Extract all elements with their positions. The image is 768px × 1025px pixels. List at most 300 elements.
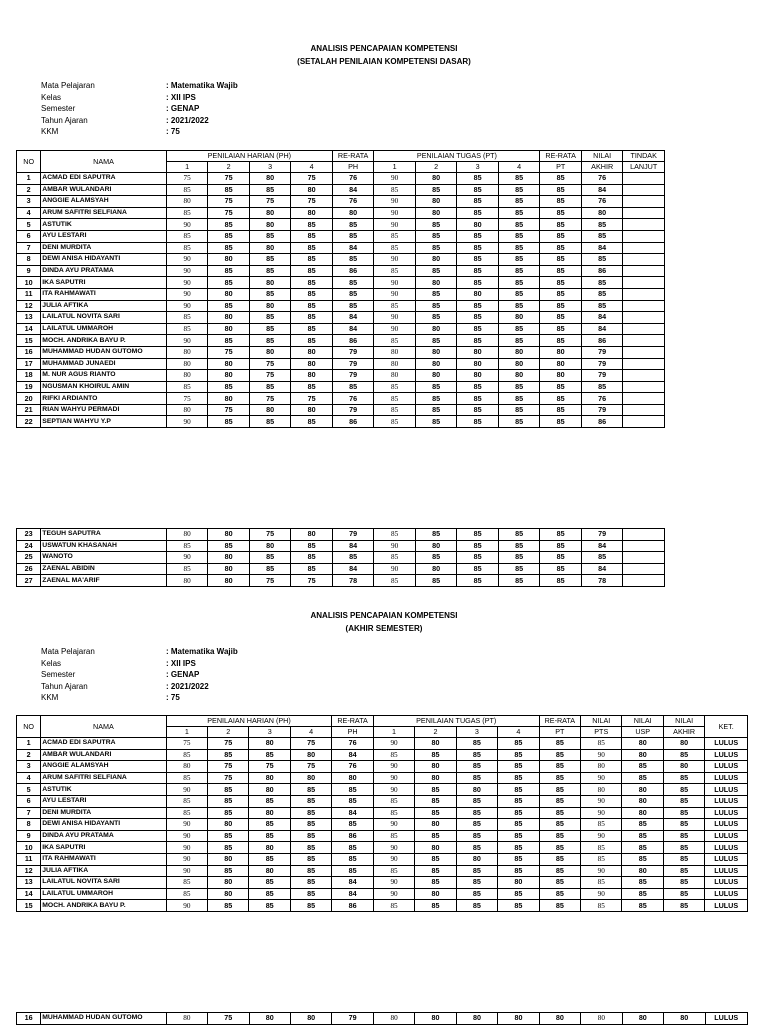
cell-value: 86: [581, 416, 623, 428]
cell-value: 85: [498, 300, 540, 312]
cell-nama: DINDA AYU PRATAMA: [41, 830, 166, 842]
cell-no: 8: [17, 819, 41, 831]
meta-value: : XII IPS: [166, 658, 196, 668]
cell-nama: SEPTIAN WAHYU Y.P: [41, 416, 167, 428]
cell-no: 4: [17, 772, 41, 784]
cell-no: 9: [17, 830, 41, 842]
meta-label: KKM: [41, 127, 59, 136]
cell-value: 85: [291, 381, 333, 393]
cell-nama: IKA SAPUTRI: [41, 842, 166, 854]
cell-value: 85: [540, 277, 582, 289]
cell-value: 90: [166, 416, 208, 428]
cell-value: 80: [249, 300, 291, 312]
table-row: [17, 749, 748, 761]
table-row: [17, 830, 748, 842]
table-row: [17, 207, 665, 219]
cell-value: 90: [581, 772, 622, 784]
cell-value: 85: [456, 842, 497, 854]
table-row: [17, 265, 665, 277]
cell-value: 85: [415, 416, 457, 428]
cell-nama: MUHAMMAD JUNAEDI: [41, 358, 167, 370]
cell-value: 85: [374, 265, 416, 277]
cell-value: 85: [249, 830, 290, 842]
cell-value: 85: [540, 381, 582, 393]
cell-value: 85: [498, 196, 540, 208]
cell-value: 85: [166, 381, 208, 393]
cell-value: 85: [498, 842, 539, 854]
cell-value: 85: [290, 888, 331, 900]
col-rerata-pt-header: RE-RATA: [540, 151, 582, 162]
cell-value: 85: [581, 552, 623, 564]
cell-value: 85: [249, 230, 291, 242]
meta-label: Mata Pelajaran: [41, 647, 95, 656]
cell-value: 85: [498, 230, 540, 242]
col-nilai-akhir-header: NILAI: [581, 151, 623, 162]
cell-value: 90: [166, 277, 208, 289]
ph-sub-3: 3: [249, 162, 291, 173]
cell-value: 85: [415, 219, 457, 231]
cell-value: 80: [249, 772, 290, 784]
cell-value: 85: [540, 552, 582, 564]
cell-value: 85: [290, 830, 331, 842]
col-ph-header: PENILAIAN HARIAN (PH): [166, 716, 332, 727]
cell-value: 85: [415, 575, 457, 587]
cell-value: 85: [208, 335, 250, 347]
cell-value: 85: [540, 529, 582, 541]
cell-value: 85: [166, 312, 208, 324]
cell-value: 85: [249, 265, 291, 277]
cell-nama: ANGGIE ALAMSYAH: [41, 196, 167, 208]
cell-nama: AYU LESTARI: [41, 795, 166, 807]
cell-value: 80: [415, 1013, 456, 1025]
cell-value: 85: [498, 761, 539, 773]
cell-value: 85: [498, 540, 540, 552]
cell-value: 90: [166, 865, 207, 877]
cell-value: 80: [374, 370, 416, 382]
cell-value: 85: [332, 288, 374, 300]
cell-no: 3: [17, 196, 41, 208]
meta-label: Kelas: [41, 92, 62, 102]
cell-value: 85: [208, 300, 250, 312]
cell-value: 80: [457, 346, 499, 358]
cell-value: 85: [540, 242, 582, 254]
table-row: [17, 853, 748, 865]
table-row: [17, 254, 665, 266]
cell-nama: LAILATUL NOVITA SARI: [41, 877, 166, 889]
cell-value: 85: [622, 900, 663, 912]
cell-value: 80: [249, 219, 291, 231]
cell-value: 84: [581, 242, 623, 254]
cell-value: 75: [291, 173, 333, 185]
cell-value: 85: [539, 749, 580, 761]
cell-value: 85: [539, 784, 580, 796]
cell-value: 85: [208, 277, 250, 289]
table-row: [17, 173, 665, 185]
cell-value: 85: [581, 277, 623, 289]
cell-value: 80: [166, 358, 208, 370]
cell-nama: ACMAD EDI SAPUTRA: [41, 173, 167, 185]
cell-value: 80: [208, 552, 250, 564]
table-row: [17, 219, 665, 231]
cell-tindak-lanjut: [623, 207, 665, 219]
cell-value: 80: [498, 358, 540, 370]
cell-value: 90: [374, 173, 416, 185]
cell-no: 25: [17, 552, 41, 564]
table-row: [17, 563, 665, 575]
col-rerata-ph-sub: PH: [332, 727, 373, 738]
cell-value: 85: [540, 184, 582, 196]
cell-value: 80: [540, 346, 582, 358]
cell-value: 90: [581, 749, 622, 761]
cell-value: 85: [457, 381, 499, 393]
cell-value: LULUS: [705, 853, 748, 865]
cell-value: 85: [498, 575, 540, 587]
table-row: [17, 575, 665, 587]
cell-value: 85: [539, 900, 580, 912]
cell-value: 85: [498, 807, 539, 819]
cell-value: 85: [249, 552, 291, 564]
cell-nama: ACMAD EDI SAPUTRA: [41, 738, 166, 750]
cell-value: 85: [622, 819, 663, 831]
cell-value: 80: [208, 358, 250, 370]
cell-value: 76: [581, 393, 623, 405]
cell-value: 85: [291, 277, 333, 289]
pt-sub-1: 1: [374, 162, 416, 173]
table-row: [17, 346, 665, 358]
cell-tindak-lanjut: [623, 358, 665, 370]
cell-value: 90: [374, 277, 416, 289]
cell-value: 85: [332, 842, 373, 854]
cell-value: 80: [498, 877, 539, 889]
meta-value: : Matematika Wajib: [166, 647, 238, 656]
cell-value: 80: [415, 772, 456, 784]
cell-value: 80: [249, 173, 291, 185]
cell-value: 85: [249, 888, 290, 900]
cell-value: 85: [539, 877, 580, 889]
cell-value: 90: [373, 738, 414, 750]
cell-value: 85: [374, 416, 416, 428]
cell-no: 23: [17, 529, 41, 541]
cell-value: 84: [581, 563, 623, 575]
cell-value: 80: [498, 346, 540, 358]
col-nama-header: NAMA: [41, 151, 167, 173]
cell-value: 80: [166, 1013, 207, 1025]
cell-value: 85: [539, 795, 580, 807]
cell-value: 85: [332, 552, 374, 564]
cell-no: 24: [17, 540, 41, 552]
cell-nama: RIAN WAHYU PERMADI: [41, 404, 167, 416]
col-tindak-header: TINDAK: [623, 151, 665, 162]
table-row: [17, 416, 665, 428]
cell-value: 85: [332, 795, 373, 807]
cell-no: 13: [17, 877, 41, 889]
cell-value: 90: [166, 265, 208, 277]
cell-value: LULUS: [705, 784, 748, 796]
col-no-header: NO: [17, 716, 41, 738]
cell-value: 80: [415, 173, 457, 185]
cell-value: 80: [663, 761, 704, 773]
cell-value: 80: [249, 865, 290, 877]
cell-value: 80: [166, 404, 208, 416]
cell-value: 90: [373, 819, 414, 831]
cell-value: 90: [581, 807, 622, 819]
cell-nama: ITA RAHMAWATI: [41, 853, 166, 865]
cell-value: 85: [166, 184, 208, 196]
cell-nama: AMBAR WULANDARI: [41, 184, 167, 196]
cell-tindak-lanjut: [623, 335, 665, 347]
cell-no: 10: [17, 842, 41, 854]
ph-sub-3: 3: [249, 727, 290, 738]
cell-value: 80: [415, 842, 456, 854]
cell-value: 90: [166, 784, 207, 796]
cell-value: 85: [166, 772, 207, 784]
cell-value: 85: [374, 575, 416, 587]
cell-tindak-lanjut: [623, 393, 665, 405]
ph-sub-4: 4: [291, 162, 333, 173]
cell-value: 85: [208, 381, 250, 393]
cell-value: 79: [332, 529, 374, 541]
cell-value: 85: [540, 312, 582, 324]
cell-value: LULUS: [705, 738, 748, 750]
ph-sub-2: 2: [208, 162, 250, 173]
table-row: [17, 184, 665, 196]
cell-value: 80: [166, 370, 208, 382]
cell-value: 85: [249, 335, 291, 347]
cell-nama: ARUM SAFITRI SELFIANA: [41, 772, 166, 784]
cell-value: 78: [332, 575, 374, 587]
cell-value: 85: [415, 265, 457, 277]
cell-value: 85: [415, 807, 456, 819]
cell-no: 9: [17, 265, 41, 277]
cell-value: 80: [415, 738, 456, 750]
cell-no: 16: [17, 346, 41, 358]
cell-tindak-lanjut: [623, 242, 665, 254]
table-row: [17, 807, 748, 819]
cell-value: 80: [415, 888, 456, 900]
cell-value: 85: [663, 853, 704, 865]
cell-value: 85: [332, 853, 373, 865]
cell-value: 85: [581, 254, 623, 266]
cell-value: 85: [332, 819, 373, 831]
cell-nama: IKA SAPUTRI: [41, 277, 167, 289]
cell-value: 80: [249, 540, 291, 552]
cell-no: 6: [17, 230, 41, 242]
table-row: [17, 865, 748, 877]
section1-table-continued: [16, 528, 665, 587]
cell-value: 85: [415, 552, 457, 564]
cell-value: 80: [290, 749, 331, 761]
cell-value: 80: [208, 529, 250, 541]
cell-value: 80: [415, 819, 456, 831]
cell-value: 84: [332, 749, 373, 761]
col-no-header: NO: [17, 151, 41, 173]
cell-value: 85: [374, 230, 416, 242]
cell-value: 85: [249, 563, 291, 575]
cell-value: 85: [291, 312, 333, 324]
table-row: [17, 772, 748, 784]
cell-value: 84: [332, 242, 374, 254]
col-ph-header: PENILAIAN HARIAN (PH): [166, 151, 332, 162]
cell-value: 85: [208, 184, 250, 196]
cell-value: 85: [498, 819, 539, 831]
cell-value: 85: [540, 288, 582, 300]
cell-nama: MUHAMMAD HUDAN GUTOMO: [41, 1013, 166, 1025]
cell-value: 79: [581, 358, 623, 370]
cell-value: 85: [249, 819, 290, 831]
cell-value: 80: [166, 529, 208, 541]
col-rerata-pt-sub: PT: [539, 727, 580, 738]
cell-value: 85: [457, 416, 499, 428]
cell-value: 85: [581, 230, 623, 242]
cell-value: 85: [332, 300, 374, 312]
cell-value: 75: [249, 529, 291, 541]
cell-value: 85: [290, 853, 331, 865]
cell-value: 90: [581, 865, 622, 877]
cell-value: 85: [457, 277, 499, 289]
cell-value: 79: [332, 1013, 373, 1025]
pt-sub-4: 4: [498, 727, 539, 738]
cell-value: 85: [663, 819, 704, 831]
cell-value: 84: [581, 540, 623, 552]
table-row: [17, 335, 665, 347]
cell-value: 85: [291, 254, 333, 266]
cell-value: 85: [373, 749, 414, 761]
cell-value: 90: [166, 900, 207, 912]
table-row: [17, 1013, 748, 1025]
cell-value: 80: [208, 254, 250, 266]
cell-value: 85: [456, 795, 497, 807]
cell-value: 85: [663, 772, 704, 784]
meta-label: Semester: [41, 104, 76, 113]
cell-value: 85: [208, 265, 250, 277]
cell-value: 80: [457, 370, 499, 382]
cell-value: 85: [166, 323, 208, 335]
cell-value: 80: [581, 761, 622, 773]
cell-value: 85: [166, 207, 208, 219]
cell-value: 85: [415, 795, 456, 807]
cell-no: 19: [17, 381, 41, 393]
cell-value: 85: [581, 288, 623, 300]
cell-value: 85: [581, 300, 623, 312]
cell-value: 84: [332, 807, 373, 819]
cell-value: LULUS: [705, 865, 748, 877]
cell-tindak-lanjut: [623, 540, 665, 552]
cell-value: 85: [540, 404, 582, 416]
cell-value: 84: [581, 323, 623, 335]
cell-no: 18: [17, 370, 41, 382]
meta-label: Tahun Ajaran: [41, 681, 88, 691]
cell-no: 16: [17, 1013, 41, 1025]
col-rerata-ph-header: RE-RATA: [332, 151, 374, 162]
section2-subtitle: (AKHIR SEMESTER): [345, 624, 423, 633]
cell-value: 85: [457, 404, 499, 416]
cell-value: 85: [208, 830, 249, 842]
cell-value: 80: [208, 393, 250, 405]
cell-value: 85: [415, 853, 456, 865]
section1-table: [16, 150, 665, 428]
cell-value: 80: [664, 1013, 705, 1025]
cell-value: 85: [498, 207, 540, 219]
cell-value: 85: [456, 830, 497, 842]
cell-value: 75: [249, 196, 291, 208]
cell-value: 76: [581, 196, 623, 208]
cell-value: 85: [290, 900, 331, 912]
cell-value: 85: [249, 877, 290, 889]
table-row: [17, 761, 748, 773]
cell-value: 85: [415, 184, 457, 196]
cell-value: 80: [415, 346, 457, 358]
cell-nama: ASTUTIK: [41, 784, 166, 796]
cell-nama: DINDA AYU PRATAMA: [41, 265, 167, 277]
table-row: [17, 529, 665, 541]
cell-value: 85: [374, 393, 416, 405]
cell-value: 76: [332, 173, 374, 185]
cell-value: 85: [415, 230, 457, 242]
cell-value: 80: [291, 370, 333, 382]
cell-no: 8: [17, 254, 41, 266]
cell-value: 90: [373, 784, 414, 796]
cell-value: 85: [373, 900, 414, 912]
cell-value: 85: [622, 761, 663, 773]
cell-value: 86: [332, 265, 374, 277]
cell-value: 80: [622, 865, 663, 877]
cell-tindak-lanjut: [623, 288, 665, 300]
cell-value: 79: [332, 404, 374, 416]
cell-value: 85: [373, 807, 414, 819]
cell-value: 84: [332, 323, 374, 335]
cell-value: 85: [415, 877, 456, 889]
cell-value: 85: [622, 853, 663, 865]
cell-value: 85: [663, 749, 704, 761]
cell-value: 76: [581, 173, 623, 185]
cell-value: 85: [540, 540, 582, 552]
table-row: [17, 795, 748, 807]
cell-value: 79: [581, 529, 623, 541]
cell-value: 80: [332, 207, 374, 219]
table-row: [17, 277, 665, 289]
cell-value: 85: [374, 404, 416, 416]
cell-nama: LAILATUL UMMAROH: [41, 323, 167, 335]
cell-value: 85: [208, 416, 250, 428]
cell-value: 80: [622, 1013, 663, 1025]
cell-value: 80: [540, 358, 582, 370]
cell-value: 85: [415, 749, 456, 761]
cell-value: 90: [373, 772, 414, 784]
cell-nama: ANGGIE ALAMSYAH: [41, 761, 166, 773]
cell-value: 85: [457, 207, 499, 219]
cell-value: 85: [663, 784, 704, 796]
cell-value: 75: [166, 173, 208, 185]
cell-nama: RIFKI ARDIANTO: [41, 393, 167, 405]
cell-value: 75: [208, 173, 250, 185]
cell-no: 21: [17, 404, 41, 416]
cell-value: 85: [498, 404, 540, 416]
cell-value: 85: [663, 830, 704, 842]
cell-value: 79: [581, 370, 623, 382]
cell-value: 76: [332, 393, 374, 405]
cell-tindak-lanjut: [623, 184, 665, 196]
cell-value: 85: [291, 552, 333, 564]
cell-no: 6: [17, 795, 41, 807]
cell-value: 85: [581, 877, 622, 889]
col-pts-header: NILAI: [581, 716, 622, 727]
pt-sub-2: 2: [415, 727, 456, 738]
cell-value: 85: [332, 381, 374, 393]
cell-value: 80: [332, 772, 373, 784]
cell-value: 85: [415, 404, 457, 416]
cell-no: 12: [17, 300, 41, 312]
cell-value: 85: [457, 173, 499, 185]
